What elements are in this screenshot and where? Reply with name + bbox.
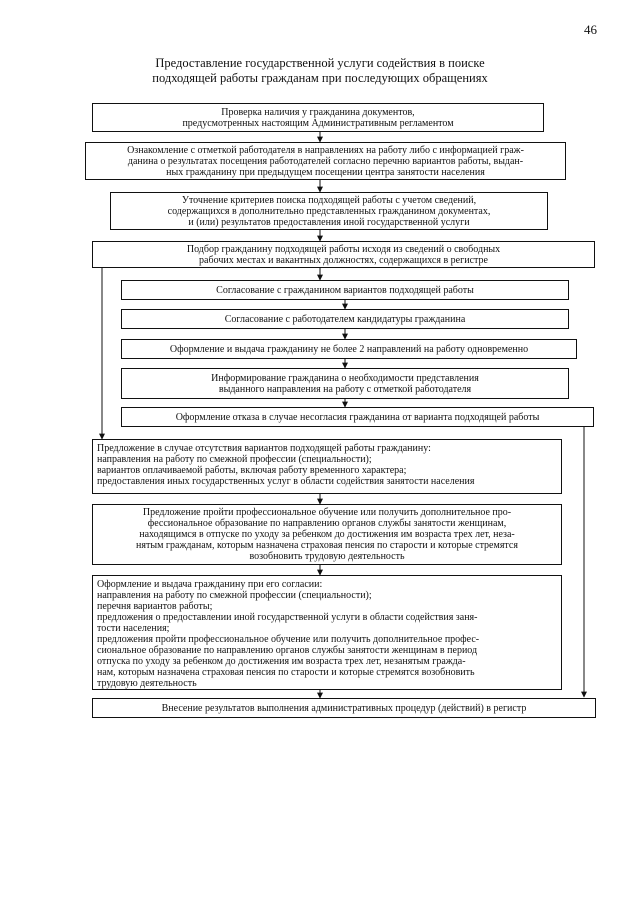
box-text-line: вариантов оплачиваемой работы, включая работу временного характера; bbox=[97, 465, 407, 476]
box-text-line: Ознакомление с отметкой работодателя в направлениях на работу либо с информацией граж- bbox=[127, 144, 524, 156]
box-text-line: отпуска по уходу за ребенком до достижения им возраста трех лет, незанятым гражда- bbox=[97, 656, 466, 667]
title-line: подходящей работы гражданам при последующих обращениях bbox=[152, 71, 488, 85]
title-line: Предоставление государственной услуги содействия в поиске bbox=[155, 56, 485, 70]
box-text-line: предусмотренных настоящим Административным регламентом bbox=[182, 117, 454, 129]
page-number: 46 bbox=[584, 22, 597, 37]
step-record-in-register bbox=[92, 698, 596, 718]
box-text-line: нам, которым назначена страховая пенсия по старости и которые стремятся возобновить bbox=[97, 667, 475, 678]
box-text-line: возобновить трудовую деятельность bbox=[249, 551, 405, 562]
step-inform-citizen bbox=[121, 368, 569, 399]
step-agree-with-employer bbox=[121, 309, 569, 329]
box-text-line: Подбор гражданину подходящей работы исходя из сведений о свободных bbox=[186, 243, 501, 255]
box-text-line: и (или) результатов предоставления иной государственной услуги bbox=[188, 216, 470, 228]
step-offer-alternatives bbox=[92, 439, 562, 494]
box-text-line: фессиональное образование по направлению органов службы занятости женщинам, bbox=[147, 518, 507, 529]
box-text-line: предоставления иных государственных услуг в области содействия занятости населения bbox=[97, 476, 475, 487]
box-text-line: ных гражданину при предыдущем посещении центра занятости населения bbox=[166, 166, 485, 178]
box-text-line: перечня вариантов работы; bbox=[97, 601, 213, 612]
box-text-line: содержащихся в дополнительно представленных гражданином документах, bbox=[167, 205, 491, 217]
step-offer-training bbox=[92, 504, 562, 565]
box-text-line: предложения о предоставлении иной государственной услуги в области содействия заня- bbox=[97, 612, 478, 623]
box-text-line: Оформление отказа в случае несогласия гражданина от варианта подходящей работы bbox=[175, 411, 540, 423]
box-text-line: рабочих местах и вакантных должностях, содержащихся в регистре bbox=[199, 254, 488, 266]
step-refusal bbox=[121, 407, 594, 427]
step-agree-with-citizen bbox=[121, 280, 569, 300]
box-text-line: данина о результатах посещения работодателей согласно перечню вариантов работы, выдан- bbox=[127, 155, 524, 167]
box-text-line: Уточнение критериев поиска подходящей работы с учетом сведений, bbox=[181, 194, 477, 206]
box-text-line: направления на работу по смежной профессии (специальности); bbox=[97, 590, 372, 601]
box-text-line: сиональное образование по направлению органов службы занятости женщинам в период bbox=[97, 645, 478, 656]
step-check-documents bbox=[92, 103, 544, 132]
box-text-line: тости населения; bbox=[97, 623, 170, 634]
box-text-line: трудовую деятельность bbox=[97, 678, 197, 689]
box-text-line: нятым гражданам, которым назначена страховая пенсия по старости и которые стремятся bbox=[136, 540, 518, 551]
box-text-line: направления на работу по смежной профессии (специальности); bbox=[97, 454, 372, 465]
box-text-line: Предложение в случае отсутствия вариантов подходящей работы гражданину: bbox=[97, 443, 431, 454]
box-text-line: предложения пройти профессиональное обучение или получить дополнительное профес- bbox=[97, 634, 480, 645]
step-review-employer-marks bbox=[85, 142, 566, 180]
step-issue-with-consent bbox=[92, 575, 562, 690]
box-text-line: Проверка наличия у гражданина документов, bbox=[221, 106, 415, 118]
box-text-line: Согласование с гражданином вариантов подходящей работы bbox=[216, 284, 474, 296]
box-text-line: Предложение пройти профессиональное обучение или получить дополнительное про- bbox=[142, 507, 512, 518]
step-refine-criteria bbox=[110, 192, 548, 230]
box-text-line: Оформление и выдача гражданину при его согласии: bbox=[97, 579, 323, 590]
box-text-line: Оформление и выдача гражданину не более 2 направлений на работу одновременно bbox=[169, 343, 529, 355]
step-issue-referrals bbox=[121, 339, 577, 359]
box-text-line: Согласование с работодателем кандидатуры гражданина bbox=[224, 313, 466, 325]
box-text-line: находящимся в отпуске по уходу за ребенком до достижения им возраста трех лет, неза- bbox=[139, 529, 515, 540]
box-text-line: выданного направления на работу с отметкой работодателя bbox=[218, 383, 472, 395]
box-text-line: Информирование гражданина о необходимости представления bbox=[211, 372, 479, 384]
step-select-work bbox=[92, 241, 595, 268]
box-text-line: Внесение результатов выполнения административных процедур (действий) в регистр bbox=[161, 702, 527, 714]
